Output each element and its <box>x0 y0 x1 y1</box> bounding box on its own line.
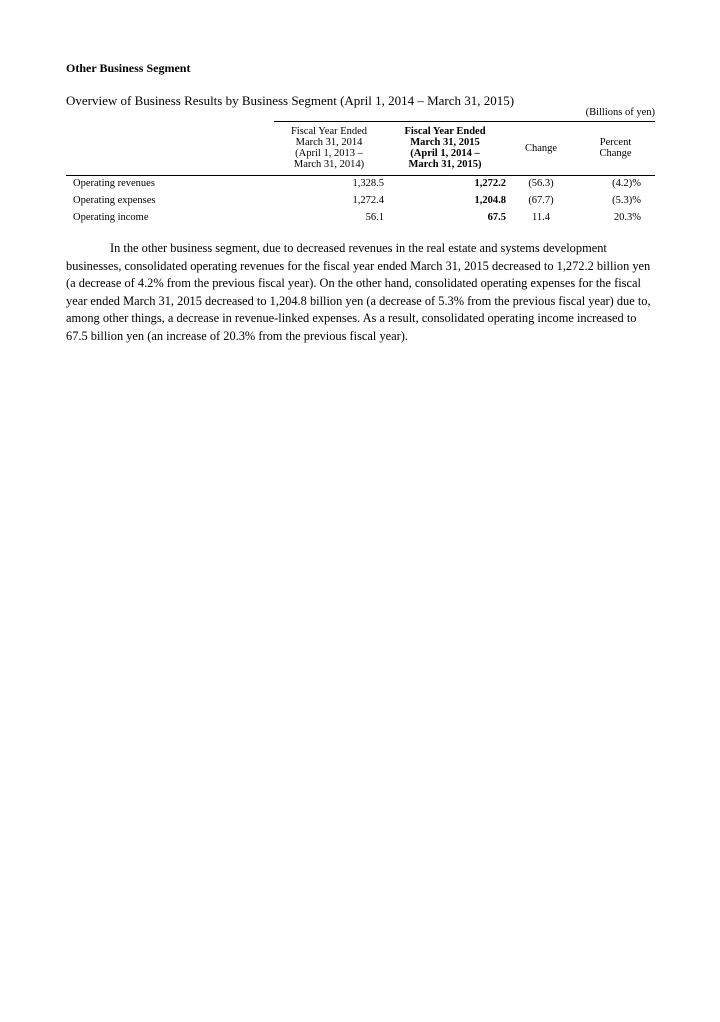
body-paragraph: In the other business segment, due to decreased revenues in the real estate and systems development businesses, consolidated operating revenues for the fiscal year ended March 31, 2015 decreased to 1,272.2 billion yen (a decrease of 4.2% from the previous fiscal year). On the other hand, consolidated operating expenses for the fiscal year ended March 31, 2015 decreased to 1,204.8 billion yen (a decrease of 5.3% from the previous fiscal year) due to, among other things, a decrease in revenue-linked expenses. As a result, consolidated operating income increased to 67.5 billion yen (an increase of 20.3% from the previous fiscal year). <box>66 241 651 343</box>
header-fy2015-line: Fiscal Year Ended <box>404 126 486 137</box>
header-fy2015 <box>384 122 506 176</box>
header-fy2015-line: March 31, 2015 <box>410 137 480 148</box>
unit-note: (Billions of yen) <box>585 107 655 118</box>
cell-fy2014: 56.1 <box>365 212 384 223</box>
header-fy2015-line: March 31, 2015) <box>408 159 482 170</box>
header-fy2015-line: (April 1, 2014 – <box>410 148 480 159</box>
cell-fy2015: 1,272.2 <box>474 178 506 189</box>
cell-percent: 20.3% <box>613 212 641 223</box>
header-percent-line: Percent <box>599 137 632 148</box>
table-row <box>66 210 655 227</box>
cell-fy2015: 67.5 <box>487 212 506 223</box>
header-empty-cell <box>66 122 274 176</box>
business-results-table <box>66 121 655 227</box>
section-title: Other Business Segment <box>66 61 191 75</box>
cell-fy2014: 1,272.4 <box>352 195 384 206</box>
header-percent-line: Change <box>599 148 632 159</box>
header-fy2014-line: March 31, 2014 <box>295 137 363 148</box>
header-change <box>506 122 576 176</box>
cell-percent: (4.2)% <box>612 178 641 189</box>
table-title: Overview of Business Results by Business Segment (April 1, 2014 – March 31, 2015) <box>66 93 515 108</box>
header-fy2014-line: Fiscal Year Ended <box>290 126 368 137</box>
cell-change: (56.3) <box>528 178 554 189</box>
table-header-row <box>66 122 655 176</box>
header-fy2014-line: (April 1, 2013 – <box>295 148 363 159</box>
row-label: Operating revenues <box>73 178 155 189</box>
header-fy2014 <box>274 122 384 176</box>
table-row <box>66 193 655 210</box>
row-label: Operating income <box>73 212 149 223</box>
cell-fy2014: 1,328.5 <box>352 178 384 189</box>
cell-fy2015: 1,204.8 <box>474 195 506 206</box>
header-change-label: Change <box>524 142 558 154</box>
cell-percent: (5.3)% <box>612 195 641 206</box>
header-percent-change <box>576 122 655 176</box>
row-label: Operating expenses <box>73 195 156 206</box>
header-fy2014-line: March 31, 2014) <box>293 159 365 170</box>
cell-change: (67.7) <box>528 195 554 206</box>
table-row <box>66 176 655 194</box>
cell-change: 11.4 <box>532 212 550 223</box>
